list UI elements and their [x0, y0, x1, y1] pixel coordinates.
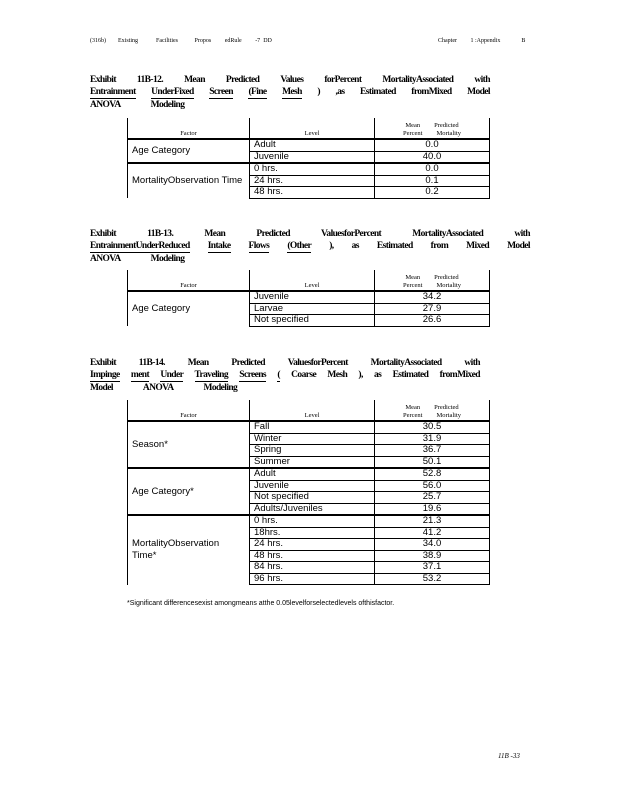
title-word: MortalityAssociated	[382, 75, 454, 85]
title-word: ),	[329, 241, 334, 251]
title-word: Exhibit	[90, 229, 116, 239]
value-cell: 21.3	[375, 515, 490, 527]
title-line	[90, 240, 530, 253]
title-word: Estimated	[376, 241, 413, 251]
title-word: Exhibit	[90, 75, 116, 85]
page-number: 11B -33	[498, 752, 520, 760]
title-word: ment	[130, 370, 150, 380]
value-cell: 38.9	[375, 550, 490, 562]
title-word: (Fine	[248, 87, 267, 97]
footnote: *Significant differencesexist amongmeans atthe 0.05levelforselectedlevels ofthisfactor.	[127, 600, 395, 607]
title-word: 11B-14.	[138, 358, 165, 368]
level-cell: 0 hrs.	[250, 163, 375, 175]
title-word: Model	[507, 241, 530, 251]
title-word: Modeling	[150, 254, 185, 264]
title-word: with	[464, 358, 480, 368]
level-header: Level	[250, 270, 375, 291]
value-cell: 41.2	[375, 527, 490, 539]
value-cell: 37.1	[375, 562, 490, 574]
running-header-right	[438, 38, 525, 44]
title-word: Values	[280, 75, 304, 85]
title-word: Mean	[184, 75, 205, 85]
title-word: Predicted	[225, 75, 260, 85]
table-row	[128, 515, 490, 527]
results-table	[127, 118, 490, 199]
table-row	[128, 291, 490, 303]
header-text: edRule	[224, 38, 242, 44]
title-word: Predicted	[231, 358, 265, 368]
title-word: as	[351, 241, 359, 251]
value-cell: 0.1	[375, 175, 490, 187]
value-cell: 0.2	[375, 187, 490, 199]
title-line	[90, 253, 530, 265]
value-cell: 19.6	[375, 503, 490, 515]
exhibit-title	[90, 228, 530, 265]
value-cell: 30.5	[375, 421, 490, 433]
running-header-left	[90, 38, 272, 44]
level-cell: 24 hrs.	[250, 175, 375, 187]
factor-cell: Age Category*	[128, 468, 250, 515]
level-header: Level	[250, 118, 375, 139]
title-word: )	[317, 87, 320, 97]
value-header: Percent Mortality	[375, 282, 490, 291]
level-cell: Spring	[250, 445, 375, 457]
header-text: -7	[255, 38, 261, 44]
title-word: Model	[467, 87, 490, 97]
factor-cell: Age Category	[128, 139, 250, 163]
factor-cell: Age Category	[128, 291, 250, 326]
factor-header: Factor	[128, 118, 250, 139]
title-word: Screens	[239, 370, 267, 380]
level-cell: Fall	[250, 421, 375, 433]
title-word: with	[514, 229, 530, 239]
title-word: ValuesforPercent	[287, 358, 348, 368]
value-header: Percent Mortality	[375, 130, 490, 139]
level-cell: Adults/Juveniles	[250, 503, 375, 515]
title-word: ValuesforPercent	[321, 229, 382, 239]
exhibit-title	[90, 74, 490, 111]
table-row	[128, 421, 490, 433]
title-word: Traveling	[194, 370, 228, 380]
title-word: Predicted	[256, 229, 290, 239]
value-cell: 0.0	[375, 139, 490, 151]
title-word: fromMixed	[439, 370, 480, 380]
title-word: ,as	[335, 87, 345, 97]
header-text: (316b)	[90, 38, 106, 44]
value-cell: 40.0	[375, 151, 490, 163]
title-word: 11B-13.	[147, 229, 174, 239]
title-word: Mixed	[466, 241, 490, 251]
value-cell: 52.8	[375, 468, 490, 480]
header-text: B	[521, 38, 526, 44]
level-header: Level	[250, 400, 375, 421]
value-cell: 34.0	[375, 539, 490, 551]
results-table	[127, 270, 490, 327]
level-cell: Juvenile	[250, 291, 375, 303]
header-text: DD	[263, 38, 272, 44]
title-word: ANOVA	[90, 254, 121, 264]
value-cell: 25.7	[375, 492, 490, 504]
title-word: MortalityAssociated	[370, 358, 442, 368]
level-cell: Not specified	[250, 492, 375, 504]
value-header: Mean Predicted	[375, 118, 490, 130]
factor-cell: MortalityObservation Time	[128, 163, 250, 198]
title-word: 11B-12.	[136, 75, 164, 85]
header-text: Chapter	[438, 38, 457, 44]
table-row	[128, 139, 490, 151]
results-table	[127, 400, 490, 585]
title-word: Under	[160, 370, 184, 380]
level-cell: Not specified	[250, 315, 375, 327]
title-word: MortalityAssociated	[412, 229, 484, 239]
header-text: Propos	[194, 38, 212, 44]
title-word: Flows	[248, 241, 270, 251]
title-word: Impinge	[90, 370, 120, 380]
factor-cell: Season*	[128, 421, 250, 468]
level-cell: Larvae	[250, 303, 375, 315]
title-word: Estimated	[359, 87, 396, 97]
title-word: Model	[90, 383, 113, 393]
title-word: with	[474, 75, 490, 85]
header-text: 1 :Appendix	[470, 38, 501, 44]
exhibit-title	[90, 357, 480, 394]
value-cell: 53.2	[375, 573, 490, 585]
title-word: ANOVA	[142, 383, 174, 393]
title-line	[90, 74, 490, 86]
title-word: Entrainment	[90, 87, 136, 97]
title-word: Mean	[187, 358, 209, 368]
title-line	[90, 228, 530, 240]
title-line	[90, 369, 480, 382]
title-word: Screen	[209, 87, 233, 97]
title-word: Mesh	[282, 87, 302, 97]
title-word: (Other	[287, 241, 312, 251]
level-cell: 48 hrs.	[250, 550, 375, 562]
value-header: Percent Mortality	[375, 412, 490, 421]
level-cell: Adult	[250, 139, 375, 151]
level-cell: Winter	[250, 433, 375, 445]
level-cell: 84 hrs.	[250, 562, 375, 574]
header-text: Facilities	[156, 38, 179, 44]
value-cell: 0.0	[375, 163, 490, 175]
table-row	[128, 163, 490, 175]
title-word: Coarse	[291, 370, 317, 380]
title-line	[90, 357, 480, 369]
title-word: ANOVA	[90, 100, 121, 110]
title-line	[90, 86, 490, 99]
factor-header: Factor	[128, 400, 250, 421]
title-word: Exhibit	[90, 358, 116, 368]
value-cell: 31.9	[375, 433, 490, 445]
level-cell: 96 hrs.	[250, 573, 375, 585]
value-cell: 27.9	[375, 303, 490, 315]
value-cell: 36.7	[375, 445, 490, 457]
title-line	[90, 99, 490, 111]
level-cell: 24 hrs.	[250, 539, 375, 551]
level-cell: Adult	[250, 468, 375, 480]
factor-header: Factor	[128, 270, 250, 291]
title-word: ),	[358, 370, 363, 380]
title-line	[90, 382, 480, 394]
title-word: Modeling	[203, 383, 238, 393]
level-cell: Summer	[250, 456, 375, 468]
level-cell: Juvenile	[250, 480, 375, 492]
level-cell: 0 hrs.	[250, 515, 375, 527]
title-word: Intake	[207, 241, 231, 251]
title-word: Mean	[204, 229, 226, 239]
level-cell: Juvenile	[250, 151, 375, 163]
value-cell: 26.6	[375, 315, 490, 327]
title-word: Mesh	[327, 370, 348, 380]
title-word: forPercent	[324, 75, 362, 85]
value-cell: 34.2	[375, 291, 490, 303]
title-word: Estimated	[392, 370, 429, 380]
header-text: Existing	[118, 38, 139, 44]
title-word: fromMixed	[411, 87, 452, 97]
title-word: from	[430, 241, 449, 251]
title-word: (	[277, 370, 280, 380]
level-cell: 18hrs.	[250, 527, 375, 539]
value-cell: 56.0	[375, 480, 490, 492]
table-row	[128, 468, 490, 480]
title-word: UnderFixed	[151, 87, 194, 97]
factor-cell: MortalityObservation Time*	[128, 515, 250, 585]
value-header: Mean Predicted	[375, 400, 490, 412]
title-word: Modeling	[150, 100, 185, 110]
title-word: EntrainmentUnderReduced	[90, 241, 190, 251]
title-word: as	[374, 370, 382, 380]
value-header: Mean Predicted	[375, 270, 490, 282]
level-cell: 48 hrs.	[250, 187, 375, 199]
value-cell: 50.1	[375, 456, 490, 468]
